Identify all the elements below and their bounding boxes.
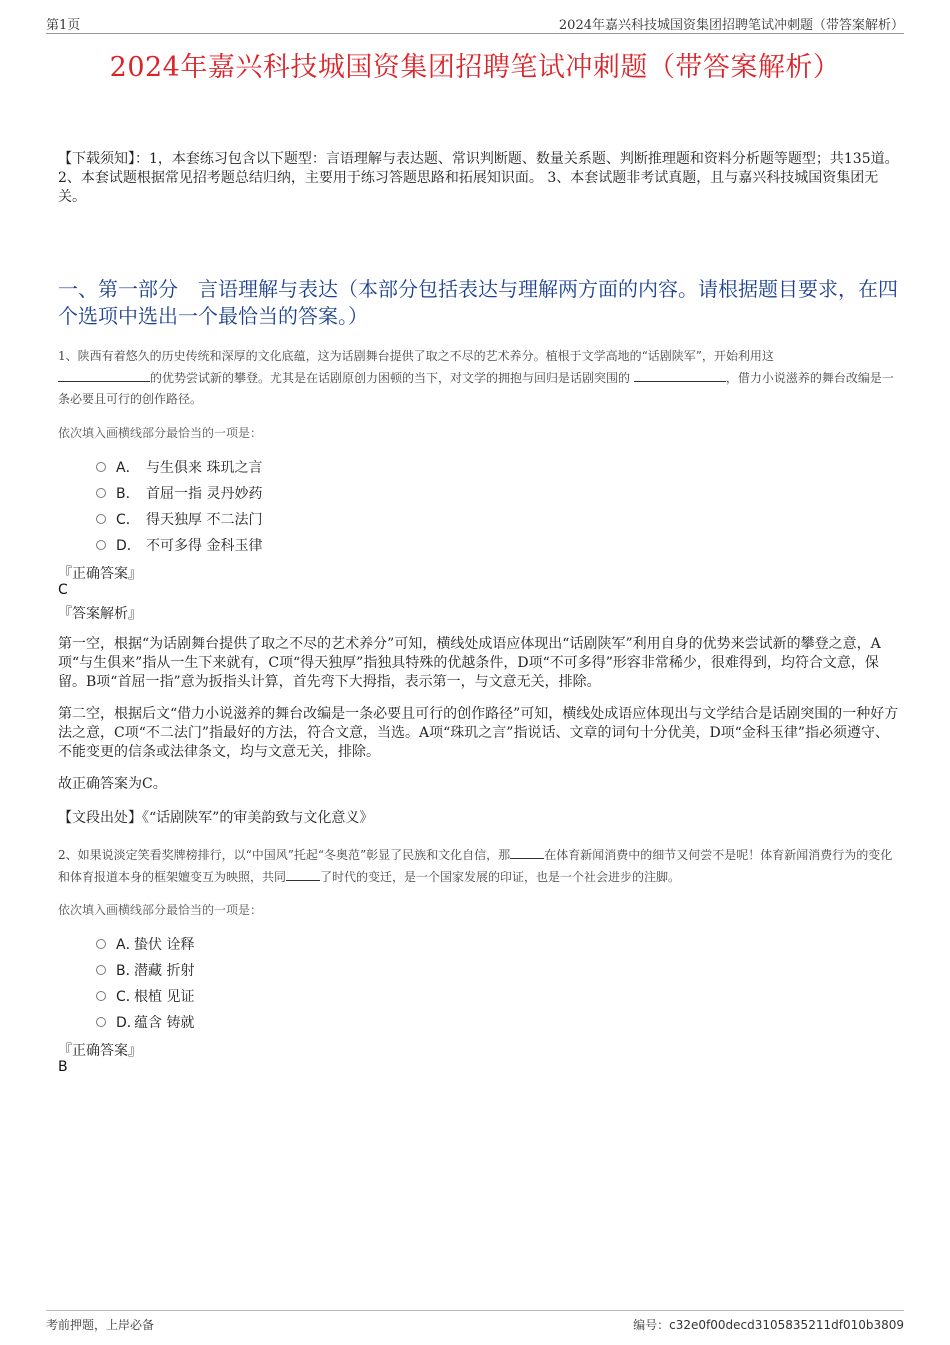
radio-icon[interactable]	[96, 1017, 106, 1027]
q2-option-a[interactable]	[96, 934, 194, 954]
footer-code-label: 编号：	[633, 1318, 670, 1332]
header-doc-title: 2024年嘉兴科技城国资集团招聘笔试冲刺题（带答案解析）	[558, 18, 904, 33]
q2-option-d[interactable]	[96, 1012, 194, 1032]
option-text: 潜藏 折射	[134, 963, 195, 979]
q1-option-b[interactable]	[96, 483, 262, 503]
q1-prompt: 依次填入画横线部分最恰当的一项是：	[58, 426, 263, 440]
footer-code	[633, 1316, 904, 1333]
q2-answer-label: 『正确答案』	[58, 1043, 142, 1059]
footer-divider	[46, 1310, 904, 1311]
option-text: 首屈一指 灵丹妙药	[146, 486, 263, 502]
q1-answer: C	[58, 582, 68, 598]
q2-answer: B	[58, 1059, 68, 1075]
q1-analysis-1: 第一空，根据“为话剧舞台提供了取之不尽的艺术养分”可知，横线处成语应体现出“话剧陕军”利用自身的优势来尝试新的攀登之意，A项“与生俱来”指从一生下来就有，C项“得天独厚”指独具特殊的优越条件，D项“不可多得”形容非常稀少，很难得到，均符合文意，保留。B项“首屈一指”意为扳指头计算，首先弯下大拇指，表示第一，与文意无关，排除。	[58, 636, 881, 690]
q2-prompt: 依次填入画横线部分最恰当的一项是：	[58, 903, 263, 917]
page-title: 2024年嘉兴科技城国资集团招聘笔试冲刺题（带答案解析）	[109, 52, 841, 83]
q2-text-part1: 2、如果说淡定笑看奖牌榜排行，以“中国风”托起“冬奥范”彰显了民族和文化自信，那	[58, 848, 511, 862]
question-1-stem	[58, 346, 900, 410]
q1-text-part1: 1、陕西有着悠久的历史传统和深厚的文化底蕴，这为话剧舞台提供了取之不尽的艺术养分。植根于文学高地的“话剧陕军”，开始利用这	[58, 349, 774, 363]
q1-text-part3: ，借力小说滋养的舞台改编是一条必要且可行的创作路径。	[58, 371, 894, 406]
q1-analysis-2: 第二空，根据后文“借力小说滋养的舞台改编是一条必要且可行的创作路径”可知，横线处成语应体现出与文学结合是话剧突围的一种好方法之意，C项“不二法门”指最好的方法，符合文意，当选。A项“珠玑之言”指说话、文章的词句十分优美，D项“金科玉律”指必须遵守、不能变更的信条或法律条文，均与文意无关，排除。	[58, 706, 899, 760]
option-text: 与生俱来 珠玑之言	[146, 460, 263, 476]
footer-code-value: c32e0f00decd3105835211df010b3809	[669, 1318, 904, 1332]
q1-blank-2	[634, 367, 726, 382]
radio-icon[interactable]	[96, 939, 106, 949]
q1-option-d[interactable]	[96, 535, 262, 555]
q2-blank-1	[510, 844, 544, 859]
footer-slogan: 考前押题，上岸必备	[46, 1318, 155, 1332]
question-2-stem	[58, 844, 900, 888]
download-notice: 【下载须知】：1，本套练习包含以下题型：言语理解与表达题、常识判断题、数量关系题、判断推理题和资料分析题等题型；共135道。 2、本套试题根据常见招考题总结归纳，主要用于练习答题思路和拓展知识面。 3、本套试题非考试真题，且与嘉兴科技城国资集团无关。	[58, 151, 899, 205]
option-text: 根植 见证	[134, 989, 195, 1005]
header-divider	[46, 33, 904, 34]
header-page-number: 第1页	[46, 18, 81, 33]
radio-icon[interactable]	[96, 488, 106, 498]
option-text: 蕴含 铸就	[134, 1015, 195, 1031]
option-text: 得天独厚 不二法门	[146, 512, 263, 528]
q1-analysis-3: 故正确答案为C。	[58, 776, 167, 792]
option-letter: A．	[116, 460, 140, 476]
q1-blank-1	[58, 367, 150, 382]
option-text: 蛰伏 诠释	[134, 937, 195, 953]
option-letter: B．	[116, 963, 140, 979]
option-text: 不可多得 金科玉律	[146, 538, 263, 554]
radio-icon[interactable]	[96, 965, 106, 975]
option-letter: B．	[116, 486, 140, 502]
option-letter: A．	[116, 937, 140, 953]
radio-icon[interactable]	[96, 462, 106, 472]
section-title: 一、第一部分 言语理解与表达（本部分包括表达与理解两方面的内容。请根据题目要求，在四个选项中选出一个最恰当的答案。）	[58, 277, 898, 328]
q1-source: 【文段出处】《“话剧陕军”的审美韵致与文化意义》	[58, 810, 374, 826]
q2-option-c[interactable]	[96, 986, 194, 1006]
q2-option-b[interactable]	[96, 960, 194, 980]
q2-text-part3: 了时代的变迁，是一个国家发展的印证，也是一个社会进步的注脚。	[320, 870, 681, 884]
option-letter: C．	[116, 989, 140, 1005]
q2-blank-2	[286, 866, 320, 881]
radio-icon[interactable]	[96, 991, 106, 1001]
q1-answer-label: 『正确答案』	[58, 566, 142, 582]
q1-text-part2: 的优势尝试新的攀登。尤其是在话剧原创力困顿的当下，对文学的拥抱与回归是话剧突围的	[150, 371, 631, 385]
radio-icon[interactable]	[96, 540, 106, 550]
option-letter: D．	[116, 1015, 141, 1031]
q2-text-part2: 在体育新闻消费中的细节又何尝不是呢！体育新闻消费行为的变化和体育报道本身的框架嬗变互为映照，共同	[58, 848, 893, 884]
radio-icon[interactable]	[96, 514, 106, 524]
q1-option-a[interactable]	[96, 457, 262, 477]
q1-analysis-label: 『答案解析』	[58, 606, 142, 622]
q1-option-c[interactable]	[96, 509, 262, 529]
option-letter: C．	[116, 512, 140, 528]
option-letter: D．	[116, 538, 141, 554]
